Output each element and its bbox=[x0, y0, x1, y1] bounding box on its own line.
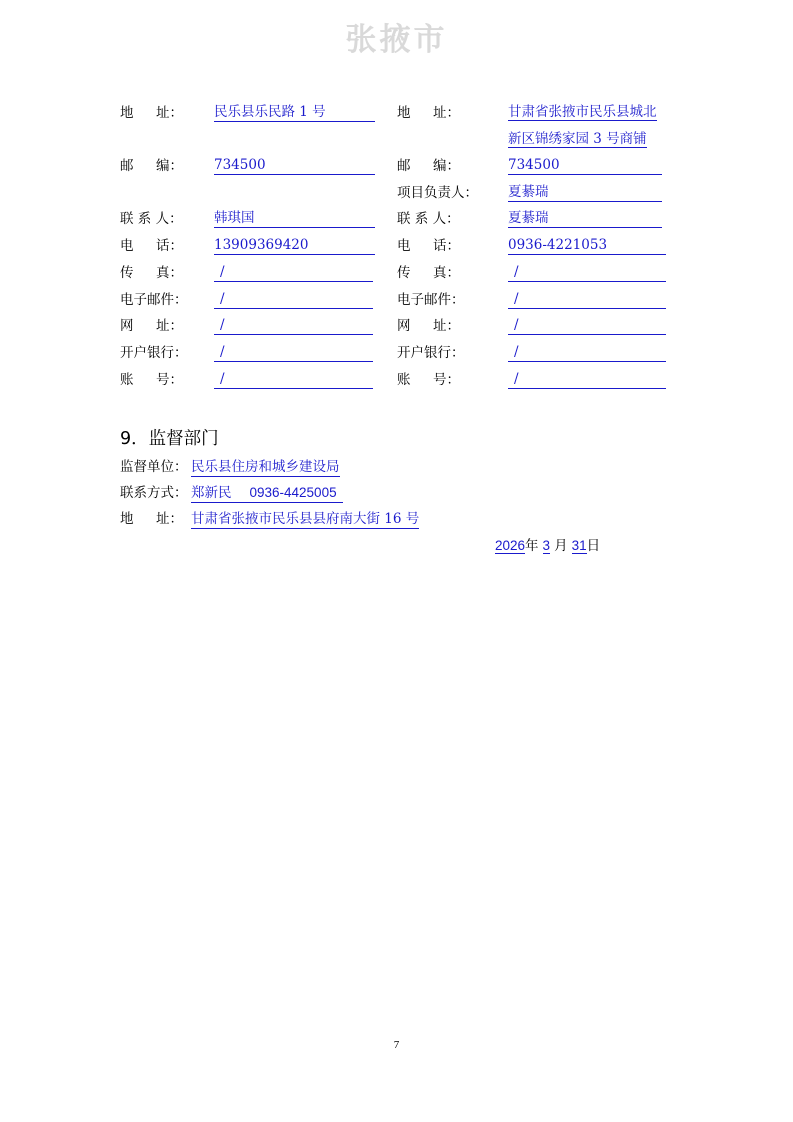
label-char: 地 bbox=[120, 511, 134, 527]
right-contact-value: 夏綦瑞 bbox=[508, 208, 662, 228]
supervision-unit-label: 监督单位： bbox=[120, 459, 188, 475]
right-account-row bbox=[0, 369, 793, 391]
right-address-row-2 bbox=[0, 129, 793, 151]
date-day: 31 bbox=[571, 538, 587, 553]
left-postcode-value: 734500 bbox=[214, 155, 375, 175]
right-fax-value: / bbox=[508, 262, 666, 282]
label-char: 邮 bbox=[120, 158, 134, 174]
label-char: 电 bbox=[397, 238, 411, 254]
document-date bbox=[495, 536, 600, 556]
right-manager-label: 项目负责人： bbox=[397, 185, 478, 201]
right-phone-label bbox=[397, 235, 460, 257]
left-email-value: / bbox=[214, 289, 373, 309]
right-address-row bbox=[0, 102, 793, 124]
right-address-value-line1 bbox=[508, 102, 662, 122]
supervision-contact-value bbox=[191, 483, 343, 503]
label-char: 地 bbox=[397, 105, 411, 121]
label-char: 址： bbox=[156, 511, 183, 527]
left-contact-value: 韩琪国 bbox=[214, 208, 375, 228]
label-char: 真： bbox=[433, 265, 460, 281]
right-website-row bbox=[0, 315, 793, 337]
left-fax-value: / bbox=[214, 262, 373, 282]
right-bank-row bbox=[0, 342, 793, 364]
right-account-value: / bbox=[508, 369, 666, 389]
right-website-label bbox=[397, 315, 460, 337]
label-char: 账 bbox=[397, 372, 411, 388]
date-year-unit: 年 bbox=[525, 538, 539, 554]
label-char: 址： bbox=[156, 105, 183, 121]
date-day-unit: 日 bbox=[586, 538, 601, 554]
right-website-value: / bbox=[508, 315, 666, 335]
label-char: 电 bbox=[120, 238, 134, 254]
left-bank-label: 开户银行： bbox=[120, 345, 188, 361]
right-address-label bbox=[397, 102, 460, 124]
left-address-value: 民乐县乐民路 1 号 bbox=[214, 102, 375, 122]
right-postcode-row bbox=[0, 155, 793, 177]
date-year: 2026 bbox=[495, 538, 526, 553]
page-number: 7 bbox=[393, 1039, 400, 1051]
label-char: 账 bbox=[120, 372, 134, 388]
label-char: 号： bbox=[433, 372, 460, 388]
label-char: 网 bbox=[120, 318, 134, 334]
right-address-value-line2 bbox=[508, 129, 662, 149]
right-address-line2-text: 新区锦绣家园 3 号商铺 bbox=[508, 131, 647, 147]
label-char: 址： bbox=[433, 105, 460, 121]
section-heading: 9．监督部门 bbox=[120, 429, 219, 449]
label-char: 号： bbox=[156, 372, 183, 388]
right-postcode-label bbox=[397, 155, 460, 177]
left-phone-value: 13909369420 bbox=[214, 235, 375, 255]
right-contact-label: 联 系 人： bbox=[397, 211, 460, 227]
right-email-row bbox=[0, 289, 793, 311]
label-char: 网 bbox=[397, 318, 411, 334]
supervision-address-value: 甘肃省张掖市民乐县县府南大街 16 号 bbox=[191, 511, 420, 527]
right-phone-value: 0936-4221053 bbox=[508, 235, 666, 255]
label-char: 真： bbox=[156, 265, 183, 281]
left-bank-value: / bbox=[214, 342, 373, 362]
right-address-line1-text: 甘肃省张掖市民乐县城北 bbox=[508, 104, 657, 120]
label-char: 址： bbox=[433, 318, 460, 334]
right-contact-row bbox=[0, 208, 793, 230]
label-char: 址： bbox=[156, 318, 183, 334]
right-email-value: / bbox=[508, 289, 666, 309]
left-email-label: 电子邮件： bbox=[120, 292, 188, 308]
label-char: 编： bbox=[433, 158, 460, 174]
label-char: 话： bbox=[433, 238, 460, 254]
supervision-address-label bbox=[120, 508, 183, 530]
label-char: 传 bbox=[120, 265, 134, 281]
header-watermark: 张掖市 bbox=[345, 22, 448, 58]
right-email-label: 电子邮件： bbox=[397, 292, 465, 308]
supervision-contact-label: 联系方式： bbox=[120, 485, 188, 501]
supervision-unit-value: 民乐县住房和城乡建设局 bbox=[191, 459, 340, 475]
right-phone-row bbox=[0, 235, 793, 257]
left-website-value: / bbox=[214, 315, 373, 335]
label-char: 编： bbox=[156, 158, 183, 174]
right-fax-row bbox=[0, 262, 793, 284]
label-char: 传 bbox=[397, 265, 411, 281]
date-month: 3 bbox=[542, 538, 551, 553]
left-contact-label: 联 系 人： bbox=[120, 211, 183, 227]
right-manager-value: 夏綦瑞 bbox=[508, 182, 662, 202]
right-account-label bbox=[397, 369, 460, 391]
right-postcode-value: 734500 bbox=[508, 155, 662, 175]
label-char: 邮 bbox=[397, 158, 411, 174]
right-bank-value: / bbox=[508, 342, 666, 362]
supervision-contact-name: 郑新民 bbox=[191, 485, 232, 501]
label-char: 话： bbox=[156, 238, 183, 254]
right-bank-label: 开户银行： bbox=[397, 345, 465, 361]
date-month-unit: 月 bbox=[554, 538, 568, 554]
supervision-contact-phone: 0936-4425005 bbox=[249, 485, 337, 500]
right-fax-label bbox=[397, 262, 460, 284]
label-char: 地 bbox=[120, 105, 134, 121]
left-account-value: / bbox=[214, 369, 373, 389]
right-manager-row bbox=[0, 182, 793, 204]
